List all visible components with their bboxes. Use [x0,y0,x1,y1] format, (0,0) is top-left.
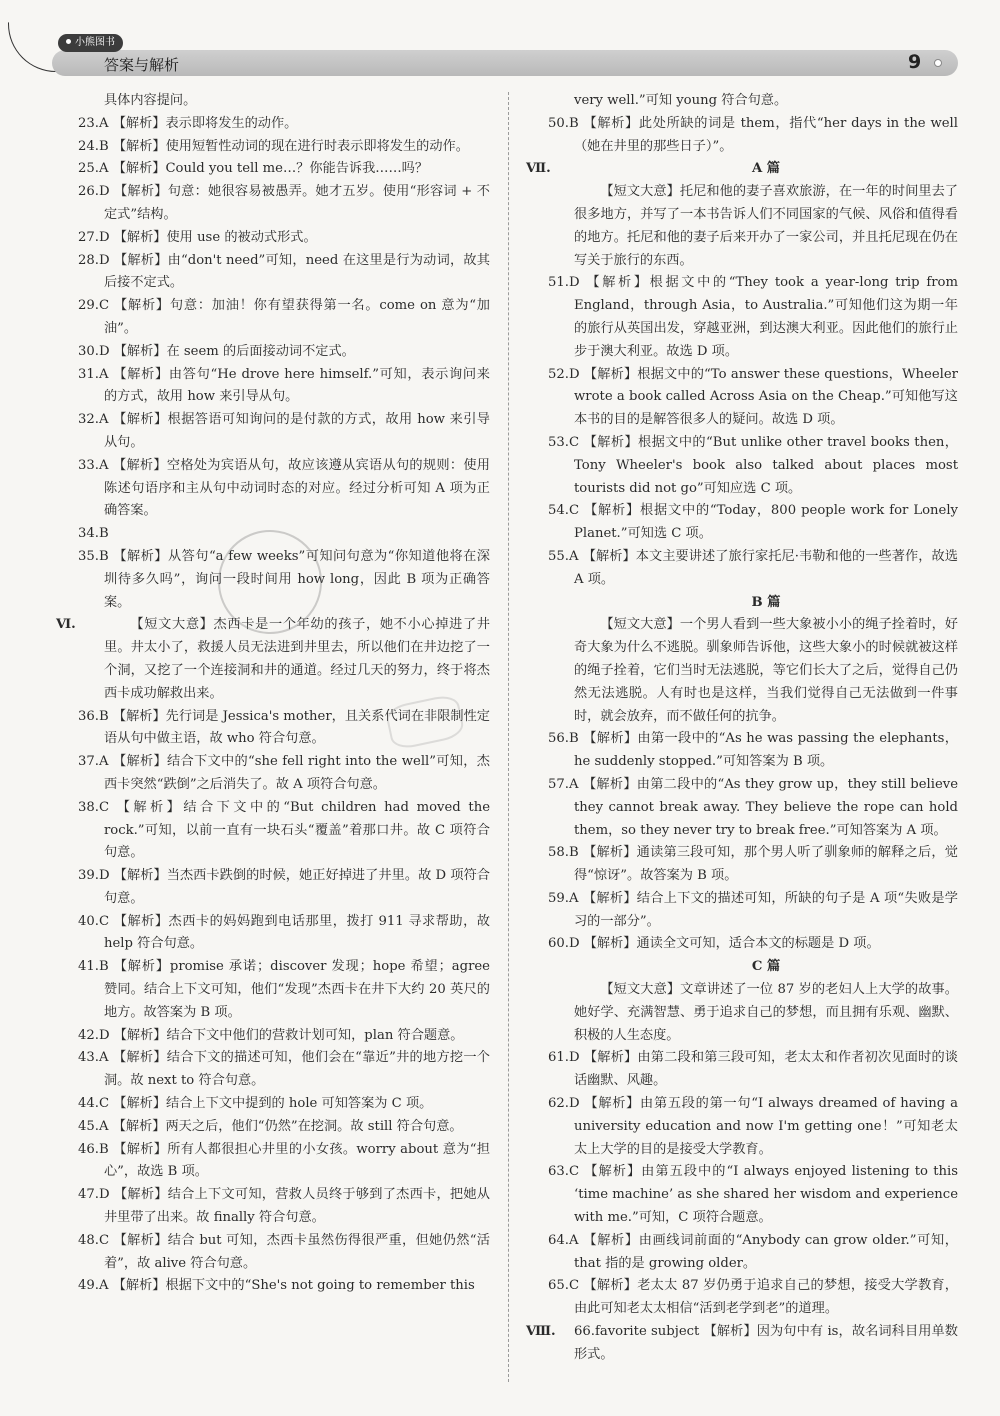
answer-item [56,158,490,181]
answer-text: C 【解析】句意：加油！你有望获得第一名。come on 意为“加油”。 [98,298,490,336]
answer-item [56,1116,490,1139]
answer-item [526,1047,958,1093]
answer-number: 24. [78,138,99,154]
answer-text: D 【解析】当杰西卡跌倒的时候，她正好掉进了井里。故 D 项符合句意。 [98,868,490,906]
answer-item [56,1184,490,1230]
answer-item [56,181,490,227]
answer-number: 57. [548,776,569,792]
answer-item [56,455,490,523]
answer-item [526,933,958,956]
passage-b-answer-list [526,728,958,956]
answer-number: 56. [548,731,569,747]
answer-item [526,500,958,546]
answer-item [56,409,490,455]
answer-text: A 【解析】由画线词前面的“Anybody can grow older.”可知，that 指的是 growing older。 [568,1232,958,1271]
answer-item [56,364,490,410]
answer-number: 66. [574,1324,595,1340]
answer-number: 59. [548,890,569,906]
answer-number: 54. [548,503,569,519]
answer-number: 29. [78,298,99,314]
answer-number: 50. [548,115,569,131]
answer-item [56,1047,490,1093]
answer-item [56,797,490,865]
answer-item [526,1230,958,1276]
answer-item [56,751,490,797]
answer-text: B [98,526,109,542]
answer-number: 33. [78,457,99,473]
answer-text: A 【解析】由答句“He drove here himself.”可知，表示询问来的方式，故用 how 来引导从句。 [98,366,490,405]
answer-number: 25. [78,161,99,177]
answer-number: 49. [78,1278,99,1294]
answer-item [526,546,958,592]
answer-number: 39. [78,868,99,884]
answer-number: 42. [78,1027,99,1043]
answer-text: B 【解析】所有人都很担心井里的小女孩。worry about 意为“担心”，故选 B 项。 [98,1141,490,1180]
section-8-number: Ⅷ. [526,1324,556,1340]
answer-number: 64. [548,1232,569,1248]
answer-item [56,227,490,250]
continued-line: very well.”可知 young 符合句意。 [574,93,788,108]
answer-item [56,1139,490,1185]
column-divider [508,92,509,1382]
brand-tag: 小熊图书 [58,34,123,52]
answer-item [526,272,958,363]
answer-item [56,295,490,341]
section-8-item [526,1321,958,1367]
answer-text: C 【解析】结合下文中的“But children had moved the rock.”可知，以前一直有一块石头“覆盖”着那口井。故 C 项符合句意。 [98,799,490,861]
answer-number: 27. [78,229,99,245]
passage-b-heading: B 篇 [751,594,781,610]
answer-text: C 【解析】由第五段中的“I always enjoyed listening to this ‘time machine’ as she shared her wisdom and experience with me.”可知，C 项符合题意。 [568,1164,958,1226]
answer-text: D 【解析】由第五段的第一句“I always dreamed of having a university education and now I'm getting one！”可知老太太上大学的目的是接受大学教育。 [568,1096,958,1157]
answer-item [526,888,958,934]
answer-item [56,956,490,1024]
answer-item [56,1025,490,1048]
answer-text: D 【解析】由第二段和第三段可知，老太太和作者初次见面时的谈话幽默、风趣。 [568,1050,958,1089]
answer-number: 31. [78,366,99,382]
answer-text: D 【解析】结合上下文可知，营救人员终于够到了杰西卡，把她从井里带了出来。故 finally 符合句意。 [98,1187,490,1226]
answer-text: D 【解析】结合下文中他们的营救计划可知，plan 符合题意。 [98,1027,464,1043]
page-header-title: 答案与解析 [104,56,180,74]
section-6-summary-text: 【短文大意】杰西卡是一个年幼的孩子，她不小心掉进了井里。井太小了，救援人员无法进到井里去，所以他们在井边挖了一个洞，又挖了一个连接洞和井的通道。经过几天的努力，终于将杰西卡成功解救出来。 [104,617,490,701]
answer-item [526,1093,958,1161]
answer-text: D 【解析】通读全文可知，适合本文的标题是 D 项。 [568,936,880,952]
answer-number: 61. [548,1050,569,1066]
answer-number: 37. [78,754,99,770]
answer-text: A 【解析】结合下文中的“she fell right into the well”可知，杰西卡突然“跌倒”之后消失了。故 A 项符合句意。 [98,754,490,792]
answer-text: C 【解析】结合 but 可知，杰西卡虽然伤得很严重，但她仍然“活着”，故 alive 符合句意。 [98,1232,490,1271]
passage-c-answer-list [526,1047,958,1321]
answer-number: 43. [78,1050,99,1066]
answer-text: D 【解析】句意：她很容易被愚弄。她才五岁。使用“形容词 + 不定式”结构。 [98,184,490,222]
section-7-header [526,158,958,181]
answer-item [56,136,490,159]
answer-text: A 【解析】结合下文的描述可知，他们会在“靠近”井的地方挖一个洞。故 next to 符合句意。 [98,1050,490,1089]
page-number: 9 [908,51,922,73]
answer-item [56,911,490,957]
answer-number: 34. [78,526,99,542]
answer-text: B 【解析】通读第三段可知，那个男人听了驯象师的解释之后，觉得“惊讶”。故答案为 B 项。 [568,845,958,884]
section-7-number: Ⅶ. [526,161,551,177]
answer-text: B 【解析】promise 承诺；discover 发现；hope 希望；agree 赞同。结合上下文可知，他们“发现”杰西卡在井下大约 20 英尺的地方。故答案为 B 项。 [98,959,490,1020]
continued-line: 具体内容提问。 [104,93,197,108]
answer-number: 55. [548,548,569,564]
answer-text: A 【解析】本文主要讲述了旅行家托尼·韦勒和他的一些著作，故选 A 项。 [568,548,958,587]
answer-text: C 【解析】老太太 87 岁仍勇于追求自己的梦想，接受大学教育，由此可知老太太相信“活到老学到老”的道理。 [568,1278,958,1317]
answer-number: 36. [78,708,99,724]
passage-c-heading: C 篇 [751,959,781,975]
passage-a-answer-list [526,272,958,591]
answer-text: A 【解析】由第二段中的“As they grow up，they still believe they cannot break away. They believe the rope can hold them，so they never try to break free.”可知答案为 A 项。 [568,776,958,838]
answer-number: 63. [548,1164,569,1180]
answer-item [56,250,490,296]
answer-number: 38. [78,799,99,815]
answer-number: 65. [548,1278,569,1294]
answer-text: A 【解析】Could you tell me…？你能告诉我……吗？ [98,161,429,177]
answer-item [56,1230,490,1276]
answer-text: D 【解析】根据文中的“They took a year-long trip from England，through Asia，to Australia.”可知他们这为期一年的旅行从英国出发，穿越亚洲，到达澳大利亚。因此他们的旅行止步于澳大利亚。故选 D 项。 [568,275,958,359]
answer-item [526,842,958,888]
answer-item [526,728,958,774]
answer-item [56,1093,490,1116]
answer-text: A 【解析】空格处为宾语从句，故应该遵从宾语从句的规则：使用陈述句语序和主从句中动词时态的对应。经过分析可知 A 项为正确答案。 [98,457,490,519]
answer-item [56,113,490,136]
answer-text: C 【解析】杰西卡的妈妈跑到电话那里，拨打 911 寻求帮助，故 help 符合句意。 [98,913,490,952]
answer-number: 41. [78,959,99,975]
answer-text: A 【解析】结合上下文的描述可知，所缺的句子是 A 项“失败是学习的一部分”。 [568,890,958,929]
answer-item [526,1275,958,1321]
answer-item [526,1161,958,1229]
answer-number: 23. [78,115,99,131]
passage-b-summary: 【短文大意】一个男人看到一些大象被小小的绳子拴着时，好奇大象为什么不逃脱。驯象师告诉他，这些大象小的时候就被这样的绳子拴着，它们当时无法逃脱，等它们长大了之后，觉得自己仍然无法逃脱。人有时也是这样，当我们觉得自己无法做到一件事时，就会放弃，而不做任何的抗争。 [574,617,958,724]
answer-text: A 【解析】两天之后，他们“仍然”在挖洞。故 still 符合句意。 [98,1118,463,1134]
answer-item [526,113,958,159]
answer-item [526,774,958,842]
answer-number: 48. [78,1232,99,1248]
answer-item [56,865,490,911]
passage-c-summary: 【短文大意】文章讲述了一位 87 岁的老妇人上大学的故事。她好学、充满智慧、勇于追求自己的梦想，而且拥有乐观、幽默、积极的人生态度。 [574,982,958,1043]
answer-text: B 【解析】使用短暂性动词的现在进行时表示即将发生的动作。 [98,138,469,154]
answer-number: 53. [548,434,569,450]
answer-text: B 【解析】先行词是 Jessica's mother，且关系代词在非限制性定语从句中做主语，故 who 符合句意。 [98,708,490,747]
answer-text: B 【解析】从答句“a few weeks”可知问句意为“你知道他将在深圳待多久吗”，询问一段时间用 how long，因此 B 项为正确答案。 [98,548,490,610]
answer-number: 30. [78,343,99,359]
answer-text: C 【解析】根据文中的“But unlike other travel books then，Tony Wheeler's book also talked about places most tourists did not go”可知应选 C 项。 [568,434,958,496]
answer-number: 52. [548,366,569,382]
answer-text: A 【解析】根据下文中的“She's not going to remember this [98,1278,475,1294]
answer-text: C 【解析】根据文中的“Today，800 people work for Lonely Planet.”可知选 C 项。 [568,503,958,542]
answer-number: 35. [78,548,99,564]
answer-item [526,432,958,500]
left-column [56,90,490,1298]
answer-number: 46. [78,1141,99,1157]
answer-number: 60. [548,936,569,952]
answer-number: 47. [78,1187,99,1203]
answer-item [56,1275,490,1298]
right-column [526,90,958,1367]
answer-item [56,341,490,364]
answer-number: 26. [78,184,99,200]
answer-text: A 【解析】根据答语可知询问的是付款的方式，故用 how 来引导从句。 [98,412,490,450]
answer-text: D 【解析】根据文中的“To answer these questions，Wheeler wrote a book called Across Asia on the Cheap.”可知他写这本书的目的是解答很多人的疑问。故选 D 项。 [568,366,958,428]
passage-a-heading: A 篇 [751,161,780,177]
answer-number: 32. [78,412,99,428]
passage-a-summary: 【短文大意】托尼和他的妻子喜欢旅游，在一年的时间里去了很多地方，并写了一本书告诉人们不同国家的气候、风俗和值得看的地方。托尼和他的妻子后来开办了一家公司，并且托尼现在仍在写关于旅行的东西。 [574,184,958,268]
answer-text: D 【解析】在 seem 的后面接动词不定式。 [98,343,355,359]
answer-number: 40. [78,913,99,929]
answer-number: 45. [78,1118,99,1134]
answer-text: D 【解析】使用 use 的被动式形式。 [98,229,317,245]
answer-text: D 【解析】由“don't need”可知，need 在这里是行为动词，故其后接不定式。 [98,252,490,291]
header-band [52,50,958,76]
answer-number: 62. [548,1096,569,1112]
answer-text: favorite subject 【解析】因为句中有 is，故名词科目用单数形式。 [574,1324,958,1362]
answer-text: A 【解析】表示即将发生的动作。 [98,115,298,131]
answer-text: C 【解析】结合上下文中提到的 hole 可知答案为 C 项。 [98,1096,433,1112]
answer-text: B 【解析】此处所缺的词是 them，指代“her days in the well（她在井里的那些日子）”。 [568,115,958,154]
section-6-answer-list [56,706,490,1299]
answer-number: 28. [78,252,99,268]
answer-number: 58. [548,845,569,861]
answer-item [526,364,958,432]
answer-text: B 【解析】由第一段中的“As he was passing the elephants，he suddenly stopped.”可知答案为 B 项。 [568,731,958,770]
section-6-number: Ⅵ. [56,617,76,633]
answer-number: 51. [548,275,569,291]
answer-number: 44. [78,1096,99,1112]
